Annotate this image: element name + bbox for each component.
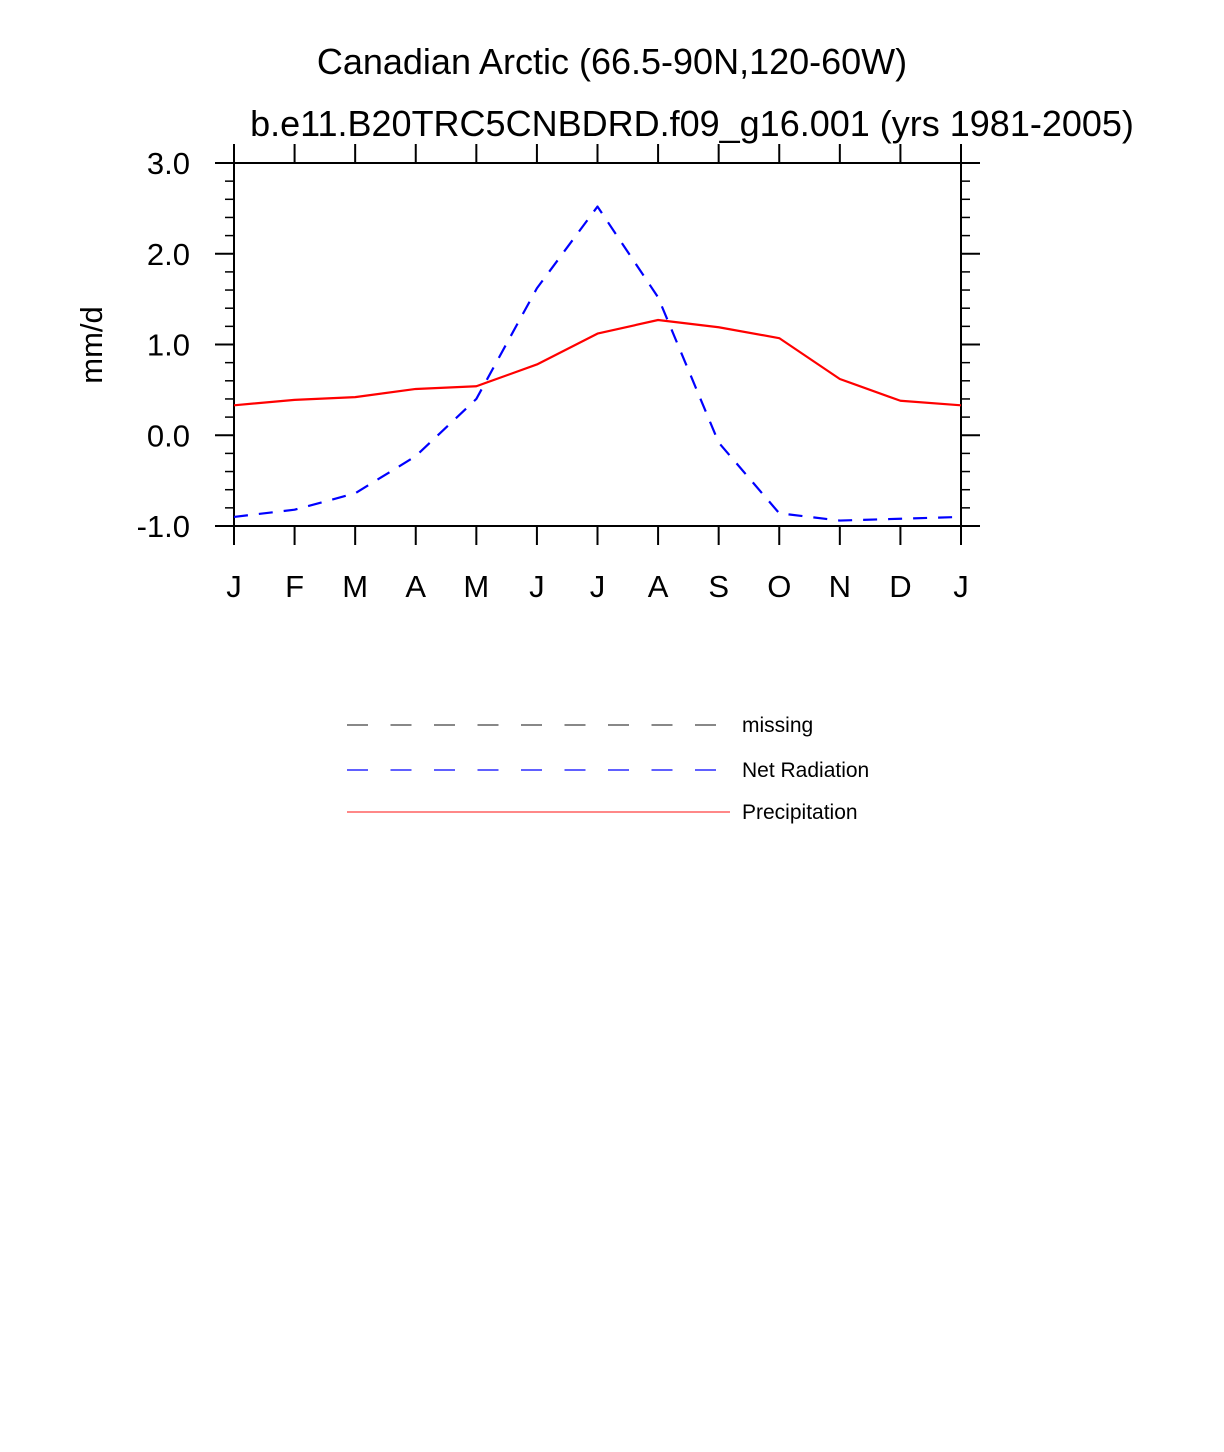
series-line-net-radiation <box>234 207 961 521</box>
x-tick-label: J <box>226 569 242 604</box>
y-tick-label: 3.0 <box>146 146 190 181</box>
x-tick-label: F <box>285 569 305 604</box>
legend-label-missing: missing <box>742 714 814 737</box>
x-tick-label: M <box>342 569 369 604</box>
chart-subtitle: b.e11.B20TRC5CNBDRD.f09_g16.001 (yrs 1981-2005) <box>250 103 1134 144</box>
plot-frame <box>234 163 961 526</box>
x-tick-label: A <box>405 569 427 604</box>
y-minor-ticks <box>225 163 970 526</box>
y-major-ticks <box>137 146 980 544</box>
y-tick-label: 1.0 <box>146 327 190 363</box>
series-line-precipitation <box>234 320 961 405</box>
x-tick-label: J <box>589 569 606 604</box>
x-tick-label: M <box>463 569 490 604</box>
x-tick-label: A <box>647 569 669 604</box>
legend-label-net-radiation: Net Radiation <box>742 759 870 782</box>
y-tick-label: 2.0 <box>146 236 190 272</box>
chart-title: Canadian Arctic (66.5-90N,120-60W) <box>316 41 908 82</box>
legend <box>347 714 869 824</box>
x-tick-label: J <box>953 569 969 604</box>
series-layer <box>234 206 961 520</box>
y-tick-label: 0.0 <box>146 418 190 454</box>
x-tick-label: O <box>767 569 792 604</box>
x-ticks <box>226 144 969 604</box>
x-tick-label: J <box>529 569 545 604</box>
y-axis-label: mm/d <box>74 306 109 384</box>
x-tick-label: D <box>889 569 912 604</box>
x-tick-label: N <box>828 569 852 604</box>
y-tick-label: -1.0 <box>136 509 190 544</box>
x-tick-label: S <box>708 569 730 604</box>
legend-label-precipitation: Precipitation <box>742 801 858 824</box>
